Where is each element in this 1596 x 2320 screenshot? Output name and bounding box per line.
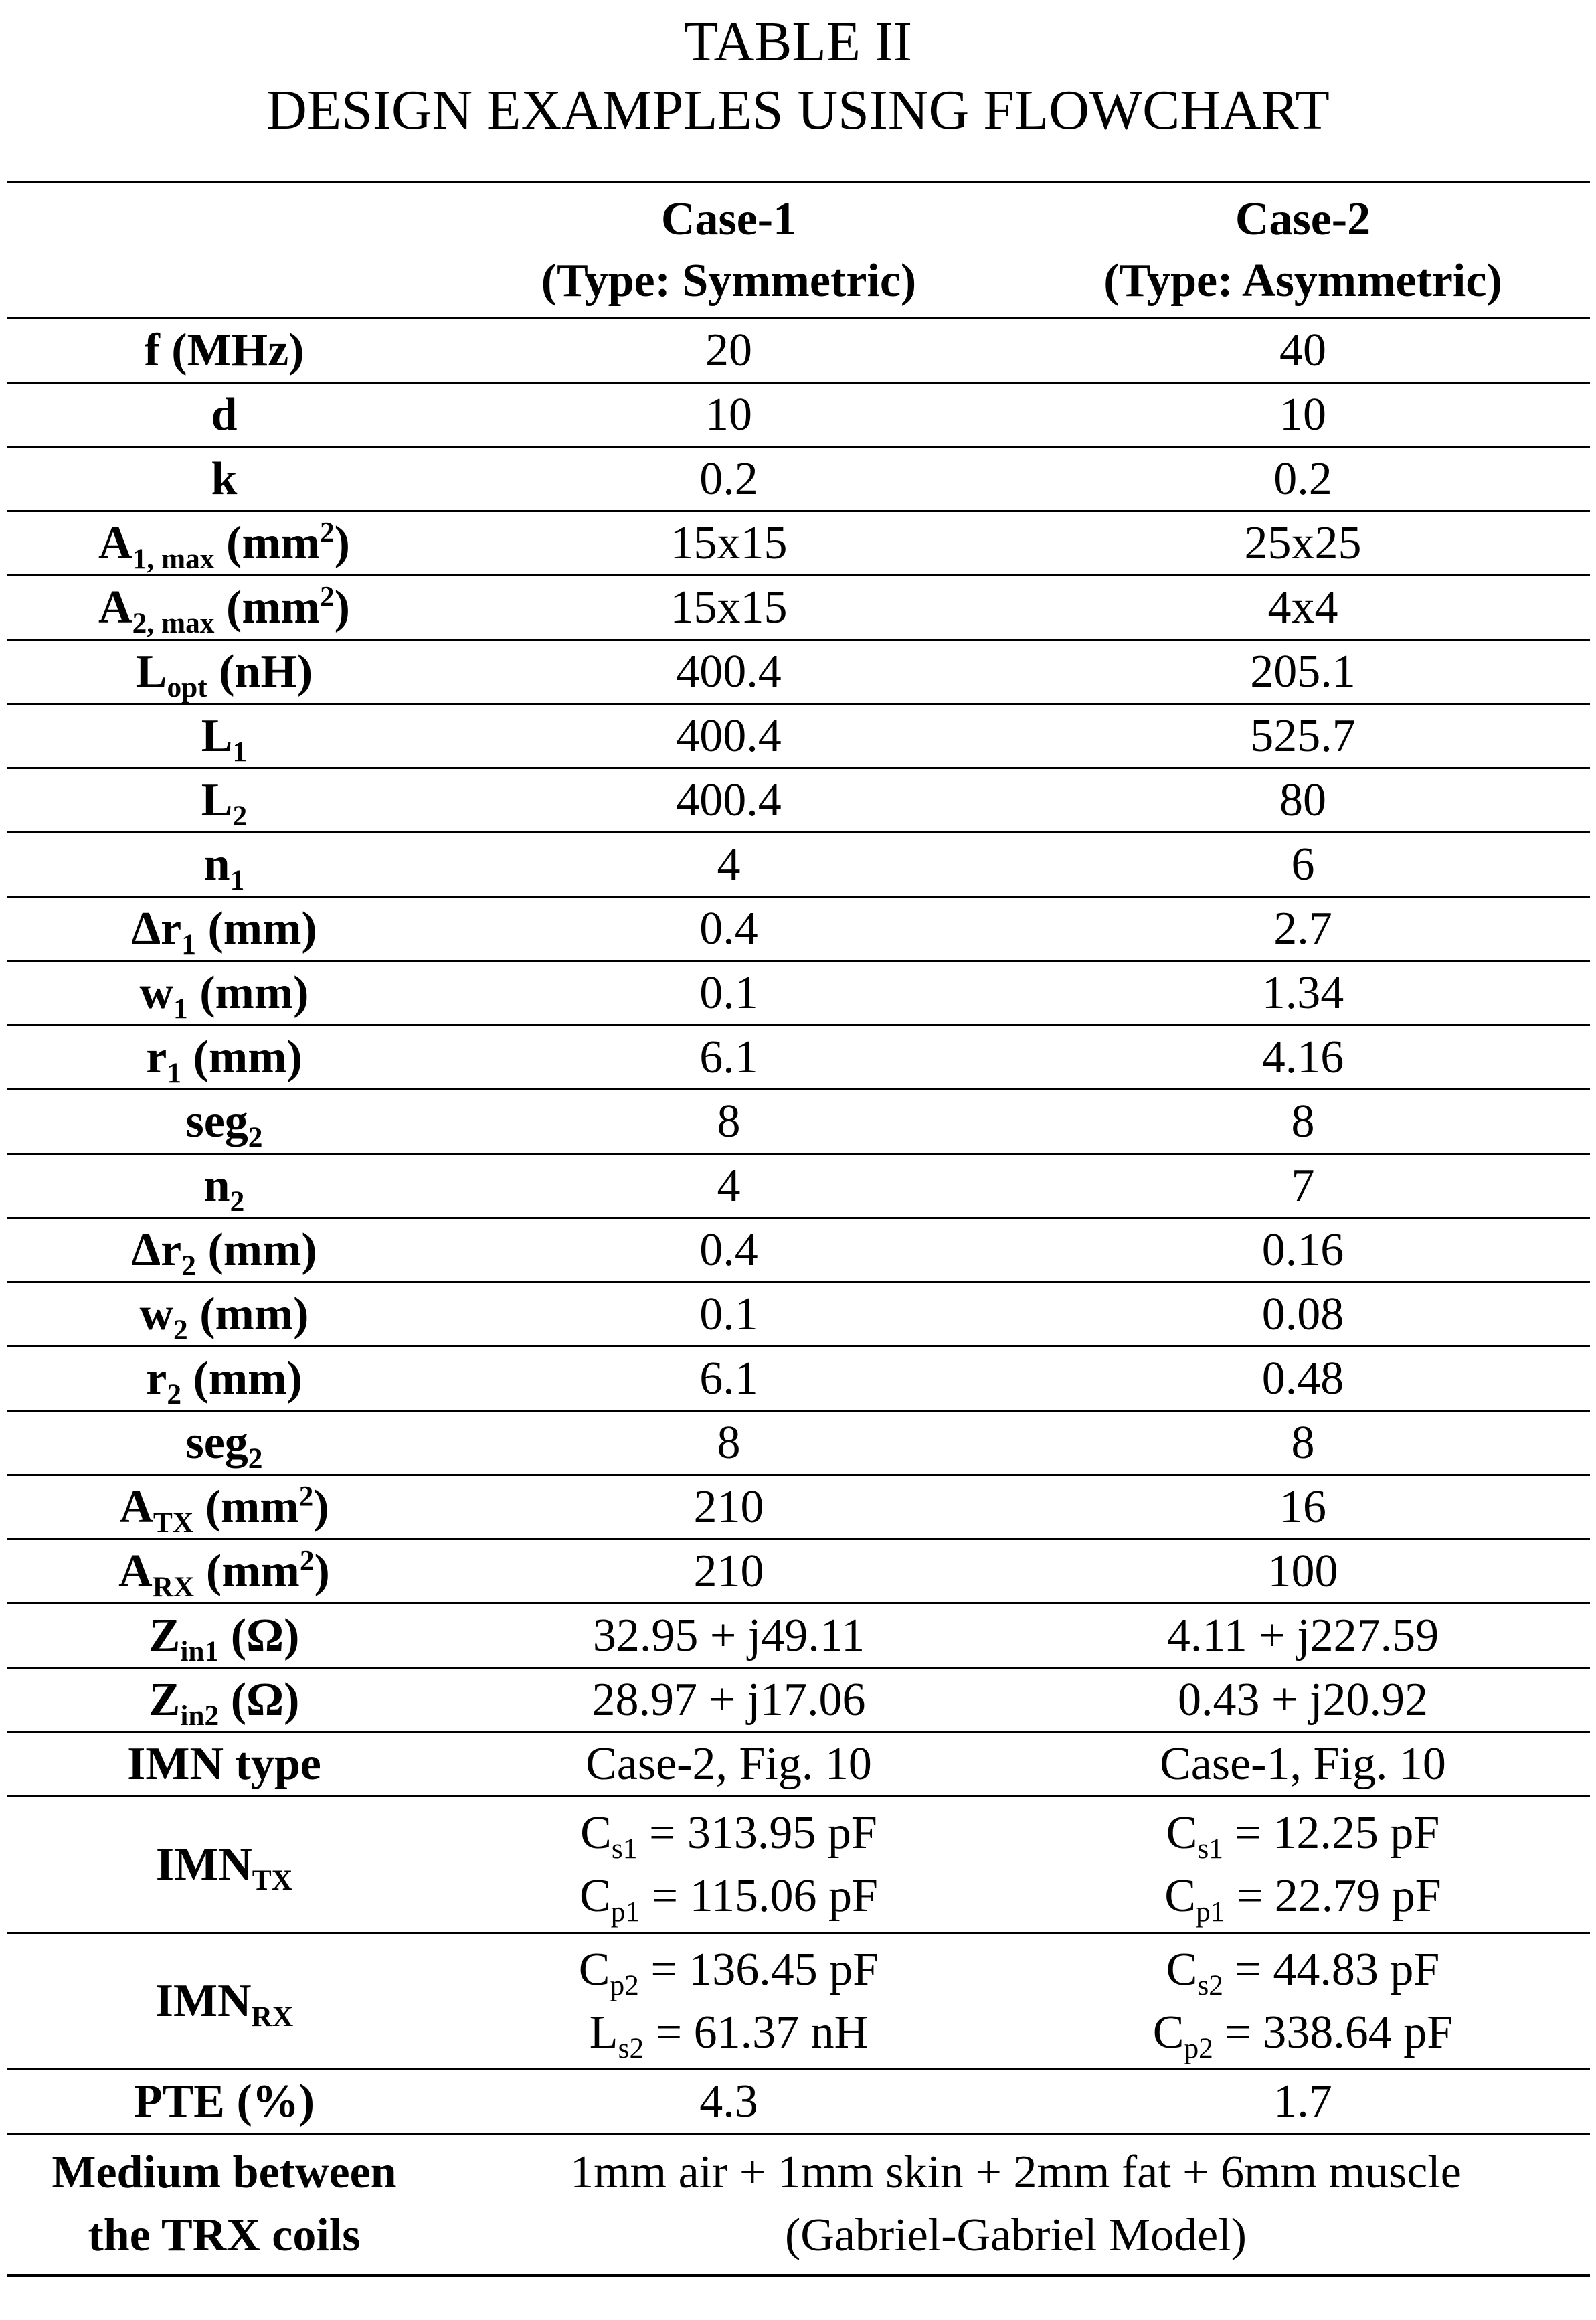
text-base: Z	[149, 1609, 181, 1661]
parameter-cell	[7, 1797, 442, 1933]
case1-value: 0.2	[699, 452, 758, 505]
case1-value: 400.4	[676, 645, 782, 697]
text-tail: (mm)	[195, 1224, 317, 1276]
text-tail: (mm)	[187, 967, 309, 1019]
subscript: 1	[181, 928, 196, 961]
parameter-cell	[7, 1282, 442, 1347]
case2-value: 80	[1279, 774, 1326, 826]
parameter-cell	[7, 1933, 442, 2070]
parameter-cell	[7, 961, 442, 1025]
parameter-cell	[7, 1090, 442, 1154]
medium-row	[7, 2134, 1590, 2276]
text-tail: = 22.79 pF	[1225, 1870, 1441, 1922]
table-row	[7, 1347, 1590, 1411]
subscript: 2	[248, 1442, 263, 1475]
text-base: C	[580, 1870, 611, 1922]
design-examples-table	[7, 181, 1590, 2277]
text-base: C	[1164, 1870, 1196, 1922]
parameter-cell	[7, 511, 442, 576]
case2-value	[1016, 1797, 1590, 1933]
text-base: C	[1152, 2006, 1184, 2058]
parameter-cell	[7, 1154, 442, 1218]
table-row	[7, 1475, 1590, 1540]
text-end: )	[334, 581, 350, 633]
case1-value: 10	[705, 388, 752, 440]
case2-value: 8	[1291, 1416, 1315, 1469]
table-row	[7, 1154, 1590, 1218]
medium-value-line2: (Gabriel-Gabriel Model)	[785, 2210, 1247, 2262]
case2-value: 0.16	[1261, 1224, 1344, 1276]
superscript: 2	[298, 1480, 314, 1513]
text-tail: (mm)	[187, 1288, 309, 1340]
subscript: in2	[180, 1699, 219, 1732]
parameter-cell	[7, 2134, 442, 2276]
table-row	[7, 1604, 1590, 1668]
text-base: L	[201, 774, 233, 826]
parameter-cell	[7, 1218, 442, 1282]
subscript: opt	[167, 671, 207, 703]
case1-value: 20	[705, 324, 752, 376]
text-tail: (Ω)	[219, 1609, 300, 1661]
medium-label-line2: the TRX coils	[88, 2210, 361, 2262]
case2-value: 1.7	[1273, 2075, 1332, 2127]
parameter-cell	[7, 319, 442, 383]
text-tail: (mm	[194, 1545, 300, 1597]
header-case2	[1016, 182, 1590, 319]
header-case2-title: Case-2	[1235, 193, 1371, 245]
case2-value: 0.08	[1261, 1288, 1344, 1340]
component-value	[442, 2001, 1016, 2064]
parameter-cell	[7, 704, 442, 768]
text-base: Z	[149, 1673, 181, 1726]
case1-value: 4.3	[699, 2075, 758, 2127]
case2-value: 100	[1267, 1545, 1338, 1597]
text-tail: (mm)	[181, 1031, 302, 1083]
header-case1	[442, 182, 1016, 319]
case1-value: 4	[717, 838, 741, 890]
table-row	[7, 961, 1590, 1025]
case2-value: 0.48	[1261, 1352, 1344, 1404]
pte-row	[7, 2070, 1590, 2134]
medium-value	[442, 2134, 1590, 2276]
text-base: Δr	[131, 1224, 182, 1276]
imn-tx-row	[7, 1797, 1590, 1933]
text-tail: (mm)	[181, 1352, 302, 1404]
case1-value: 210	[693, 1545, 764, 1597]
text-tail: = 136.45 pF	[638, 1943, 879, 1995]
subscript: 2	[167, 1378, 182, 1410]
parameter-cell	[7, 640, 442, 704]
imn-rx-row	[7, 1933, 1590, 2070]
text-base: L	[589, 2006, 618, 2058]
parameter-cell	[7, 1025, 442, 1090]
case1-value: 32.95 + j49.11	[592, 1609, 865, 1661]
subscript: 2	[230, 1185, 245, 1218]
case2-value: 0.43 + j20.92	[1178, 1673, 1428, 1726]
table-title: DESIGN EXAMPLES USING FLOWCHART	[266, 79, 1330, 141]
text-base: r	[146, 1031, 167, 1083]
text-base: A	[98, 581, 132, 633]
text-base: seg	[185, 1095, 248, 1147]
header-case1-title: Case-1	[660, 193, 797, 245]
text-end: )	[334, 517, 350, 569]
component-value	[442, 1802, 1016, 1865]
text-base: IMN	[155, 1975, 252, 2027]
text-base: A	[98, 517, 132, 569]
text-base: C	[578, 1943, 610, 1995]
text-base: A	[119, 1481, 153, 1533]
text-tail: = 44.83 pF	[1223, 1943, 1440, 1995]
text-tail: (nH)	[207, 645, 313, 697]
text-base: C	[580, 1807, 612, 1859]
case1-value: 0.4	[699, 902, 758, 955]
table-row	[7, 1218, 1590, 1282]
subscript: 1	[232, 735, 248, 768]
text-tail: (Ω)	[219, 1673, 300, 1726]
text-base: C	[1166, 1807, 1198, 1859]
superscript: 2	[319, 580, 335, 613]
case2-value: 6	[1291, 838, 1315, 890]
subscript: 2	[173, 1313, 188, 1346]
text-tail: (mm	[214, 581, 320, 633]
parameter-cell	[7, 1668, 442, 1732]
case2-value: 0.2	[1273, 452, 1332, 505]
text-base: k	[211, 452, 238, 505]
text-end: )	[313, 1481, 329, 1533]
medium-value-line1: 1mm air + 1mm skin + 2mm fat + 6mm muscle	[570, 2147, 1461, 2199]
subscript: s2	[618, 2032, 644, 2064]
parameter-cell	[7, 1540, 442, 1604]
subscript: p1	[610, 1895, 640, 1928]
text-base: Δr	[131, 902, 182, 955]
case1-value: 28.97 + j17.06	[592, 1673, 866, 1726]
superscript: 2	[319, 516, 335, 549]
header-row	[7, 182, 1590, 319]
header-case2-type: (Type: Asymmetric)	[1103, 255, 1502, 307]
subscript: 1	[167, 1056, 182, 1089]
parameter-cell	[7, 576, 442, 640]
subscript: s1	[1197, 1832, 1223, 1865]
text-base: n	[203, 1159, 230, 1212]
parameter-cell	[7, 1604, 442, 1668]
text-tail: = 115.06 pF	[640, 1870, 878, 1922]
subscript: 2	[181, 1249, 196, 1282]
case2-value: 16	[1279, 1481, 1326, 1533]
component-value	[1016, 1865, 1590, 1928]
text-base: f (MHz)	[144, 324, 304, 376]
case2-value: 4.11 + j227.59	[1166, 1609, 1439, 1661]
table-row	[7, 833, 1590, 897]
parameter-cell	[7, 447, 442, 511]
table-row	[7, 1732, 1590, 1797]
parameter-cell	[7, 1732, 442, 1797]
case2-value: Case-1, Fig. 10	[1160, 1738, 1446, 1790]
subscript: RX	[251, 2000, 294, 2033]
case1-value: 0.4	[699, 1224, 758, 1276]
table-row	[7, 640, 1590, 704]
subscript: 1	[173, 992, 188, 1025]
case1-value: 8	[717, 1095, 741, 1147]
case2-value: 4.16	[1261, 1031, 1344, 1083]
case1-value: 8	[717, 1416, 741, 1469]
text-base: IMN	[155, 1838, 252, 1890]
component-value	[1016, 1802, 1590, 1865]
subscript: s1	[611, 1832, 638, 1865]
text-base: C	[1166, 1943, 1198, 1995]
case2-value: 40	[1279, 324, 1326, 376]
table-row	[7, 1540, 1590, 1604]
case2-value: 25x25	[1244, 517, 1362, 569]
case1-value: 0.1	[699, 1288, 758, 1340]
table-row	[7, 1025, 1590, 1090]
component-value	[442, 1865, 1016, 1928]
case2-value: 8	[1291, 1095, 1315, 1147]
subscript: p2	[610, 1969, 639, 2001]
text-base: seg	[185, 1416, 248, 1469]
case2-value: 525.7	[1250, 710, 1356, 762]
subscript: in1	[180, 1635, 219, 1667]
case1-value: 0.1	[699, 967, 758, 1019]
subscript: 1	[230, 863, 245, 896]
subscript: 1, max	[132, 542, 215, 575]
parameter-cell	[7, 1347, 442, 1411]
subscript: s2	[1197, 1969, 1223, 2001]
parameter-cell	[7, 1475, 442, 1540]
text-base: r	[146, 1352, 167, 1404]
parameter-cell	[7, 1411, 442, 1475]
case1-value	[442, 1797, 1016, 1933]
component-value	[442, 1938, 1016, 2001]
header-parameter-cell	[7, 182, 442, 319]
table-row	[7, 897, 1590, 961]
case2-value: 4x4	[1267, 581, 1338, 633]
table-caption	[0, 8, 1596, 145]
subscript: p1	[1195, 1895, 1225, 1928]
text-tail: = 12.25 pF	[1223, 1807, 1440, 1859]
text-base: L	[201, 710, 233, 762]
text-tail: = 313.95 pF	[637, 1807, 877, 1859]
text-base: d	[211, 388, 238, 440]
table-row	[7, 1668, 1590, 1732]
text-base: n	[203, 838, 230, 890]
table-row	[7, 383, 1590, 447]
parameter-cell: PTE (%)	[133, 2075, 315, 2127]
parameter-cell	[7, 768, 442, 833]
table-row	[7, 1090, 1590, 1154]
subscript: 2	[232, 799, 248, 832]
case1-value: 15x15	[670, 581, 788, 633]
case2-value: 7	[1291, 1159, 1315, 1212]
case2-value: 10	[1279, 388, 1326, 440]
case1-value: 6.1	[699, 1352, 758, 1404]
text-base: L	[135, 645, 167, 697]
subscript: 2	[248, 1121, 263, 1153]
case1-value: 210	[693, 1481, 764, 1533]
text-end: )	[314, 1545, 330, 1597]
superscript: 2	[299, 1544, 315, 1577]
text-base: w	[139, 967, 174, 1019]
medium-label-line1: Medium between	[52, 2147, 397, 2199]
table-row	[7, 576, 1590, 640]
subscript: p2	[1184, 2032, 1213, 2064]
text-tail: = 61.37 nH	[644, 2006, 869, 2058]
table-row	[7, 1411, 1590, 1475]
table-row	[7, 319, 1590, 383]
text-tail: (mm)	[195, 902, 317, 955]
case1-value	[442, 1933, 1016, 2070]
case2-value	[1016, 1933, 1590, 2070]
header-case1-type: (Type: Symmetric)	[541, 255, 917, 307]
table-row	[7, 511, 1590, 576]
text-tail: (mm	[193, 1481, 299, 1533]
table-row	[7, 704, 1590, 768]
case2-value: 205.1	[1250, 645, 1356, 697]
table-row	[7, 447, 1590, 511]
table-row	[7, 1282, 1590, 1347]
table-row	[7, 768, 1590, 833]
text-base: IMN type	[127, 1738, 321, 1790]
case1-value: 15x15	[670, 517, 788, 569]
case1-value: 6.1	[699, 1031, 758, 1083]
parameter-cell	[7, 897, 442, 961]
table-number: TABLE II	[684, 11, 912, 73]
subscript: TX	[153, 1506, 194, 1539]
component-value	[1016, 1938, 1590, 2001]
text-tail: = 338.64 pF	[1213, 2006, 1453, 2058]
case1-value: 4	[717, 1159, 741, 1212]
case1-value: 400.4	[676, 774, 782, 826]
case1-value: Case-2, Fig. 10	[586, 1738, 872, 1790]
component-value	[1016, 2001, 1590, 2064]
parameter-cell	[7, 833, 442, 897]
text-base: w	[139, 1288, 174, 1340]
subscript: RX	[152, 1570, 195, 1603]
subscript: 2, max	[132, 606, 215, 639]
parameter-cell	[7, 383, 442, 447]
case2-value: 1.34	[1261, 967, 1344, 1019]
subscript: TX	[252, 1863, 293, 1896]
case1-value: 400.4	[676, 710, 782, 762]
case2-value: 2.7	[1273, 902, 1332, 955]
text-base: A	[118, 1545, 153, 1597]
text-tail: (mm	[214, 517, 320, 569]
